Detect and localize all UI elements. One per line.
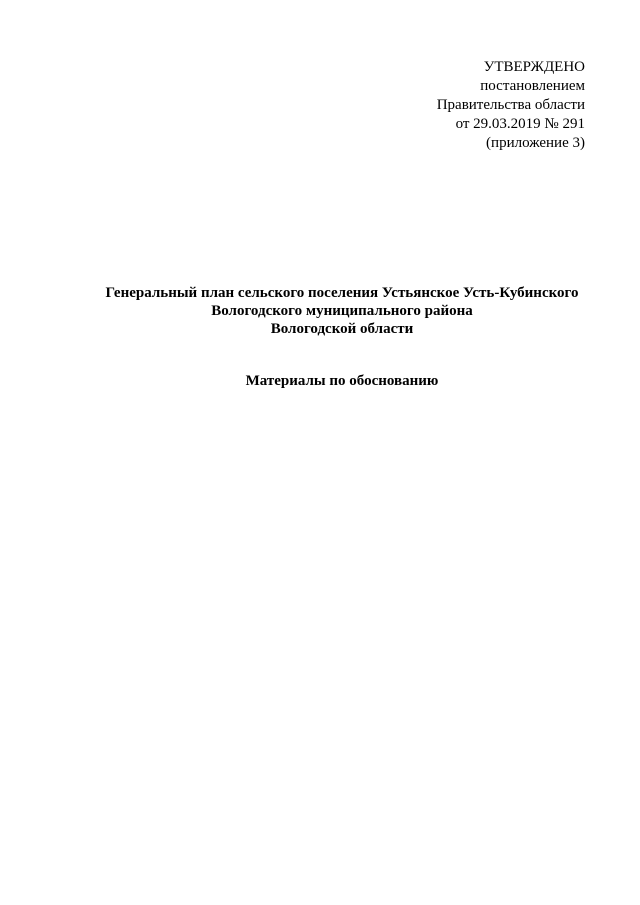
title-line-1: Генеральный план сельского поселения Устьянское Усть-Кубинского [105,285,579,301]
document-title [0,284,640,338]
title-line-2: Вологодского муниципального района [211,303,473,319]
approval-appendix: (приложение 3) [486,135,585,151]
approval-date-number: от 29.03.2019 № 291 [455,116,585,132]
approval-authority: Правительства области [436,97,585,113]
title-line-3: Вологодской области [270,321,414,337]
approval-heading: УТВЕРЖДЕНО [483,59,585,75]
document-subtitle: Материалы по обоснованию [245,373,439,389]
approval-stamp [437,58,585,153]
approval-resolution: постановлением [480,78,585,94]
